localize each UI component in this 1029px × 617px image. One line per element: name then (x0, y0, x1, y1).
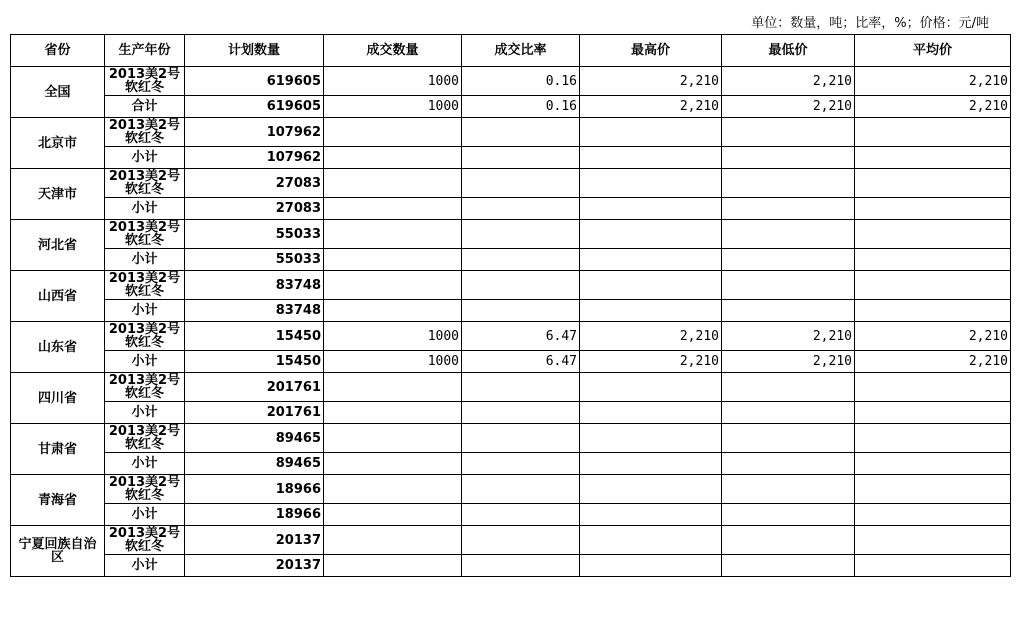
grade-cell: 2013美2号 软红冬 (105, 169, 185, 198)
traded-quantity-cell (324, 169, 462, 198)
province-cell: 甘肃省 (11, 424, 105, 475)
traded-quantity-cell (324, 271, 462, 300)
lowest-price-cell (722, 424, 855, 453)
traded-quantity-subtotal-cell (324, 453, 462, 475)
grade-cell: 2013美2号 软红冬 (105, 220, 185, 249)
average-price-cell (855, 271, 1011, 300)
average-price-subtotal-cell (855, 402, 1011, 424)
average-price-subtotal-cell (855, 453, 1011, 475)
trade-ratio-cell (462, 271, 580, 300)
table-row-subtotal (11, 96, 1011, 118)
average-price-cell (855, 169, 1011, 198)
trade-ratio-subtotal-cell (462, 504, 580, 526)
traded-quantity-subtotal-cell (324, 555, 462, 577)
trade-ratio-subtotal-cell: 6.47 (462, 351, 580, 373)
grade-cell: 2013美2号 软红冬 (105, 67, 185, 96)
lowest-price-cell (722, 526, 855, 555)
planned-quantity-subtotal-cell: 18966 (185, 504, 324, 526)
trade-ratio-subtotal-cell (462, 300, 580, 322)
highest-price-subtotal-cell (580, 504, 722, 526)
table-row (11, 424, 1011, 453)
lowest-price-cell (722, 220, 855, 249)
planned-quantity-cell: 15450 (185, 322, 324, 351)
highest-price-subtotal-cell (580, 147, 722, 169)
table-row (11, 373, 1011, 402)
table-row (11, 169, 1011, 198)
traded-quantity-cell (324, 424, 462, 453)
highest-price-subtotal-cell (580, 249, 722, 271)
subtotal-label-cell: 小计 (105, 198, 185, 220)
traded-quantity-subtotal-cell (324, 249, 462, 271)
lowest-price-cell (722, 169, 855, 198)
highest-price-subtotal-cell (580, 555, 722, 577)
col-header-traded-quantity: 成交数量 (324, 35, 462, 67)
highest-price-cell (580, 118, 722, 147)
traded-quantity-cell (324, 526, 462, 555)
table-row-subtotal (11, 198, 1011, 220)
trade-ratio-subtotal-cell (462, 555, 580, 577)
highest-price-cell (580, 373, 722, 402)
col-header-average-price: 平均价 (855, 35, 1011, 67)
average-price-subtotal-cell (855, 198, 1011, 220)
province-cell: 宁夏回族自治区 (11, 526, 105, 577)
trade-ratio-subtotal-cell: 0.16 (462, 96, 580, 118)
trade-ratio-cell: 6.47 (462, 322, 580, 351)
province-cell: 山东省 (11, 322, 105, 373)
table-row-subtotal (11, 402, 1011, 424)
table-row (11, 322, 1011, 351)
planned-quantity-subtotal-cell: 15450 (185, 351, 324, 373)
subtotal-label-cell: 小计 (105, 504, 185, 526)
grade-cell: 2013美2号 软红冬 (105, 475, 185, 504)
province-cell: 天津市 (11, 169, 105, 220)
planned-quantity-cell: 89465 (185, 424, 324, 453)
trade-ratio-subtotal-cell (462, 249, 580, 271)
planned-quantity-subtotal-cell: 55033 (185, 249, 324, 271)
trade-ratio-cell (462, 169, 580, 198)
subtotal-label-cell: 小计 (105, 300, 185, 322)
unit-note: 单位：数量，吨；比率，%；价格：元/吨 (751, 16, 989, 31)
highest-price-cell (580, 271, 722, 300)
grade-cell: 2013美2号 软红冬 (105, 322, 185, 351)
highest-price-subtotal-cell (580, 198, 722, 220)
average-price-subtotal-cell (855, 147, 1011, 169)
trade-ratio-cell: 0.16 (462, 67, 580, 96)
average-price-cell (855, 373, 1011, 402)
planned-quantity-cell: 27083 (185, 169, 324, 198)
highest-price-subtotal-cell (580, 300, 722, 322)
col-header-highest-price: 最高价 (580, 35, 722, 67)
traded-quantity-cell (324, 220, 462, 249)
trade-ratio-cell (462, 424, 580, 453)
average-price-cell (855, 118, 1011, 147)
average-price-cell (855, 220, 1011, 249)
average-price-subtotal-cell (855, 555, 1011, 577)
lowest-price-subtotal-cell (722, 504, 855, 526)
planned-quantity-subtotal-cell: 201761 (185, 402, 324, 424)
lowest-price-subtotal-cell: 2,210 (722, 96, 855, 118)
planned-quantity-cell: 20137 (185, 526, 324, 555)
col-header-province: 省份 (11, 35, 105, 67)
highest-price-subtotal-cell: 2,210 (580, 351, 722, 373)
planned-quantity-cell: 107962 (185, 118, 324, 147)
average-price-cell: 2,210 (855, 322, 1011, 351)
col-header-planned-quantity: 计划数量 (185, 35, 324, 67)
traded-quantity-cell (324, 118, 462, 147)
average-price-cell (855, 526, 1011, 555)
planned-quantity-cell: 201761 (185, 373, 324, 402)
col-header-trade-ratio: 成交比率 (462, 35, 580, 67)
highest-price-subtotal-cell (580, 453, 722, 475)
lowest-price-subtotal-cell (722, 402, 855, 424)
grade-cell: 2013美2号 软红冬 (105, 271, 185, 300)
lowest-price-subtotal-cell (722, 555, 855, 577)
lowest-price-cell (722, 118, 855, 147)
traded-quantity-subtotal-cell: 1000 (324, 351, 462, 373)
table-row-subtotal (11, 453, 1011, 475)
lowest-price-subtotal-cell: 2,210 (722, 351, 855, 373)
table-row (11, 220, 1011, 249)
highest-price-cell: 2,210 (580, 322, 722, 351)
grade-cell: 2013美2号 软红冬 (105, 424, 185, 453)
auction-results-table (10, 34, 1011, 577)
highest-price-cell (580, 526, 722, 555)
highest-price-cell (580, 424, 722, 453)
planned-quantity-subtotal-cell: 83748 (185, 300, 324, 322)
average-price-cell (855, 424, 1011, 453)
table-row-subtotal (11, 147, 1011, 169)
lowest-price-cell: 2,210 (722, 67, 855, 96)
table-row (11, 271, 1011, 300)
lowest-price-subtotal-cell (722, 453, 855, 475)
traded-quantity-cell: 1000 (324, 322, 462, 351)
traded-quantity-cell (324, 373, 462, 402)
lowest-price-subtotal-cell (722, 198, 855, 220)
traded-quantity-subtotal-cell (324, 300, 462, 322)
province-cell: 北京市 (11, 118, 105, 169)
table-row-subtotal (11, 351, 1011, 373)
province-cell: 四川省 (11, 373, 105, 424)
province-cell: 青海省 (11, 475, 105, 526)
subtotal-label-cell: 小计 (105, 147, 185, 169)
lowest-price-cell (722, 475, 855, 504)
traded-quantity-subtotal-cell (324, 402, 462, 424)
subtotal-label-cell: 小计 (105, 453, 185, 475)
traded-quantity-cell (324, 475, 462, 504)
average-price-subtotal-cell (855, 249, 1011, 271)
grade-cell: 2013美2号 软红冬 (105, 373, 185, 402)
trade-ratio-cell (462, 118, 580, 147)
planned-quantity-subtotal-cell: 107962 (185, 147, 324, 169)
trade-ratio-cell (462, 373, 580, 402)
highest-price-cell (580, 220, 722, 249)
subtotal-label-cell: 小计 (105, 555, 185, 577)
average-price-cell: 2,210 (855, 67, 1011, 96)
lowest-price-subtotal-cell (722, 300, 855, 322)
table-row-subtotal (11, 555, 1011, 577)
trade-ratio-cell (462, 526, 580, 555)
province-cell: 河北省 (11, 220, 105, 271)
col-header-production-year: 生产年份 (105, 35, 185, 67)
lowest-price-cell: 2,210 (722, 322, 855, 351)
traded-quantity-subtotal-cell (324, 147, 462, 169)
planned-quantity-cell: 83748 (185, 271, 324, 300)
highest-price-subtotal-cell (580, 402, 722, 424)
grade-cell: 2013美2号 软红冬 (105, 526, 185, 555)
planned-quantity-subtotal-cell: 89465 (185, 453, 324, 475)
planned-quantity-cell: 55033 (185, 220, 324, 249)
traded-quantity-subtotal-cell (324, 198, 462, 220)
grade-cell: 2013美2号 软红冬 (105, 118, 185, 147)
planned-quantity-subtotal-cell: 20137 (185, 555, 324, 577)
trade-ratio-cell (462, 220, 580, 249)
table-row (11, 67, 1011, 96)
col-header-lowest-price: 最低价 (722, 35, 855, 67)
average-price-cell (855, 475, 1011, 504)
planned-quantity-cell: 18966 (185, 475, 324, 504)
lowest-price-cell (722, 373, 855, 402)
table-row (11, 526, 1011, 555)
subtotal-label-cell: 小计 (105, 402, 185, 424)
average-price-subtotal-cell: 2,210 (855, 96, 1011, 118)
traded-quantity-cell: 1000 (324, 67, 462, 96)
average-price-subtotal-cell (855, 504, 1011, 526)
highest-price-cell (580, 475, 722, 504)
province-cell: 全国 (11, 67, 105, 118)
header-row (11, 35, 1011, 67)
planned-quantity-subtotal-cell: 619605 (185, 96, 324, 118)
table-row (11, 475, 1011, 504)
trade-ratio-subtotal-cell (462, 147, 580, 169)
trade-ratio-subtotal-cell (462, 198, 580, 220)
highest-price-subtotal-cell: 2,210 (580, 96, 722, 118)
highest-price-cell (580, 169, 722, 198)
traded-quantity-subtotal-cell: 1000 (324, 96, 462, 118)
subtotal-label-cell: 小计 (105, 249, 185, 271)
highest-price-cell: 2,210 (580, 67, 722, 96)
planned-quantity-subtotal-cell: 27083 (185, 198, 324, 220)
trade-ratio-subtotal-cell (462, 453, 580, 475)
trade-ratio-cell (462, 475, 580, 504)
province-cell: 山西省 (11, 271, 105, 322)
subtotal-label-cell: 合计 (105, 96, 185, 118)
average-price-subtotal-cell: 2,210 (855, 351, 1011, 373)
table-row-subtotal (11, 300, 1011, 322)
traded-quantity-subtotal-cell (324, 504, 462, 526)
lowest-price-cell (722, 271, 855, 300)
table-row-subtotal (11, 249, 1011, 271)
subtotal-label-cell: 小计 (105, 351, 185, 373)
planned-quantity-cell: 619605 (185, 67, 324, 96)
trade-ratio-subtotal-cell (462, 402, 580, 424)
table-row (11, 118, 1011, 147)
lowest-price-subtotal-cell (722, 147, 855, 169)
average-price-subtotal-cell (855, 300, 1011, 322)
table-row-subtotal (11, 504, 1011, 526)
lowest-price-subtotal-cell (722, 249, 855, 271)
